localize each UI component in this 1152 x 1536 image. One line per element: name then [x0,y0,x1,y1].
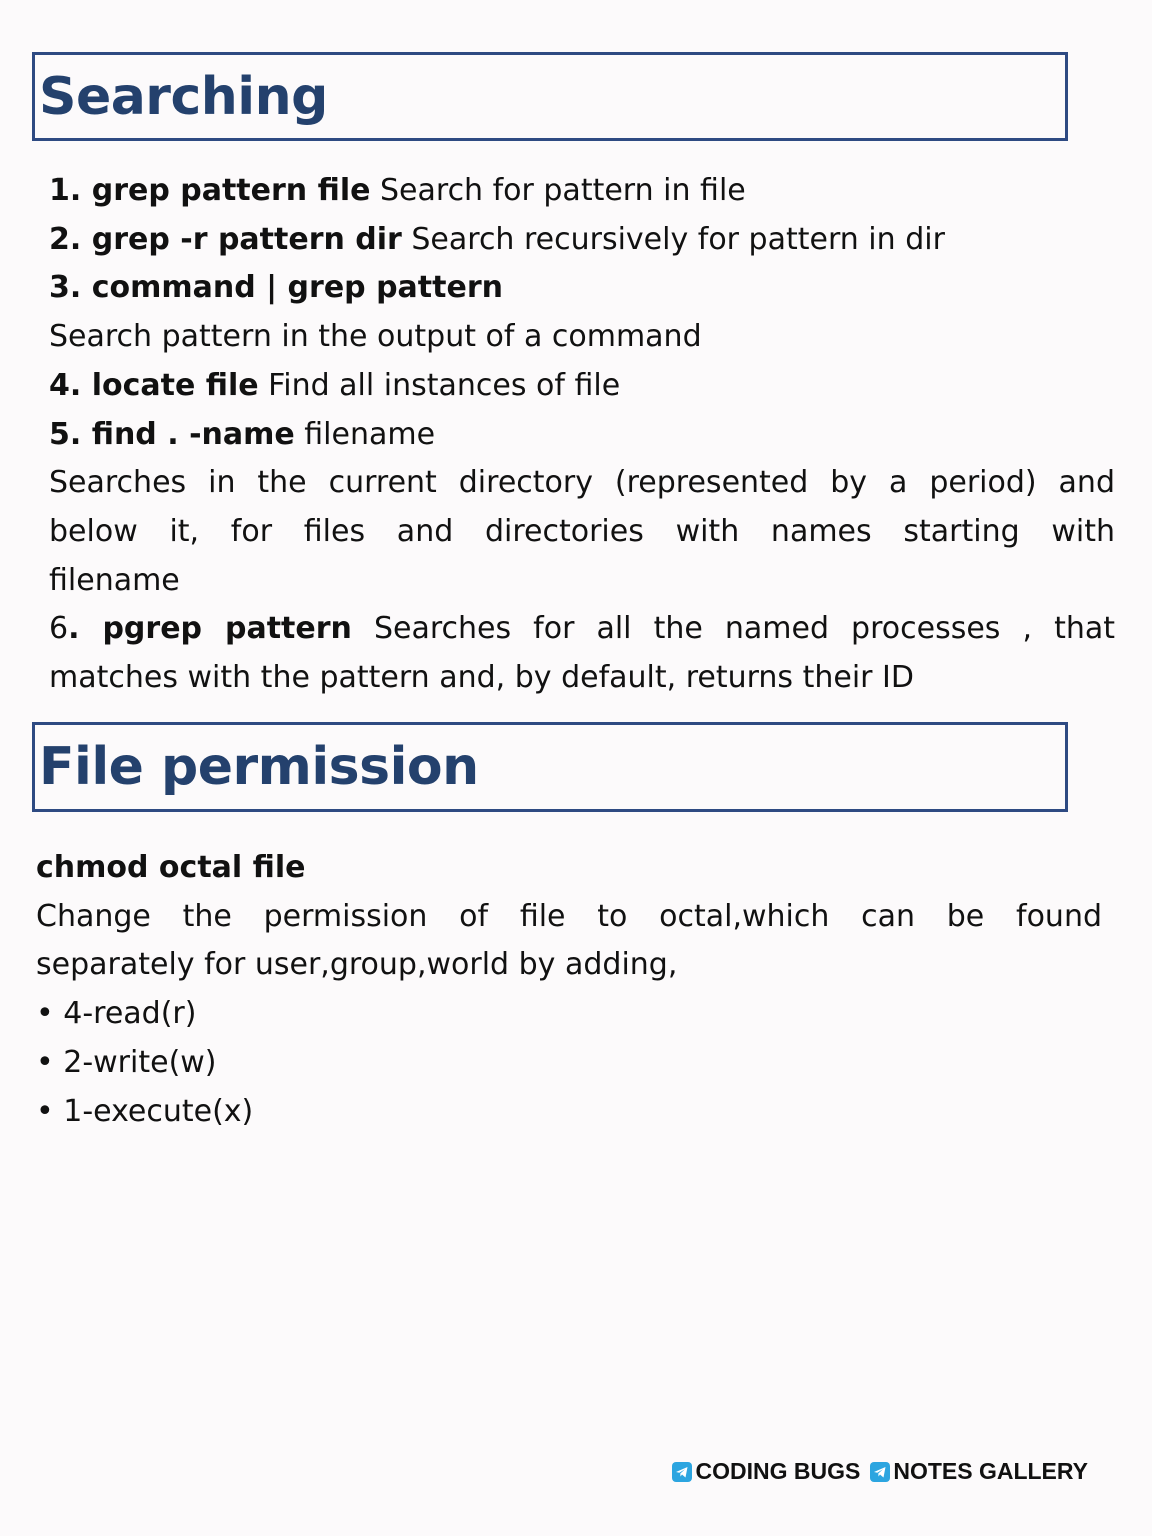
file-permission-content [36,844,1102,1136]
list-item [49,605,1115,654]
chmod-description: Change the permission of file to octal,which can be found [36,898,1102,934]
command-text: 5. find . -name [49,416,295,452]
searching-header-box [32,52,1068,141]
item-number: 6 [49,611,69,647]
bullet-item: • 4-read(r) [36,996,197,1032]
command-text: 3. command | grep pattern [49,270,503,306]
command-description: Searches in the current directory (represented by a period) and [49,465,1115,501]
command-description: Find all instances of file [258,367,621,403]
file-permission-header-box [32,722,1068,812]
footer-label-coding-bugs: CODING BUGS [695,1458,861,1484]
telegram-icon [870,1462,890,1482]
footer-label-notes-gallery: NOTES GALLERY [893,1458,1088,1484]
command-description: filename [49,562,180,598]
list-item [49,411,1115,460]
list-item [49,362,1115,411]
chmod-description: separately for user,group,world by adding, [36,947,678,983]
command-text: . pgrep pattern [68,611,352,647]
command-description: Searches for all the named processes , that [351,611,1115,647]
searching-title: Searching [39,66,328,127]
command-description: Search recursively for pattern in dir [401,221,945,257]
telegram-icon [672,1462,692,1482]
command-text: 4. locate file [49,367,259,403]
bullet-item: • 1-execute(x) [36,1093,254,1129]
command-description: matches with the pattern and, by default, returns their ID [49,660,914,696]
command-argument: filename [294,416,436,452]
list-item [49,216,1115,265]
command-text: 2. grep -r pattern dir [49,221,402,257]
command-description: Search pattern in the output of a command [49,319,702,355]
footer-credits [672,1458,1088,1485]
chmod-command: chmod octal file [36,850,306,885]
list-item [49,264,1115,313]
command-text: 1. grep pattern file [49,173,371,208]
command-description: below it, for files and directories with names starting with [49,513,1115,549]
file-permission-title: File permission [39,737,479,797]
searching-list [49,167,1115,703]
list-item [49,167,1115,216]
bullet-item: • 2-write(w) [36,1044,217,1080]
command-description: Search for pattern in file [370,173,746,208]
